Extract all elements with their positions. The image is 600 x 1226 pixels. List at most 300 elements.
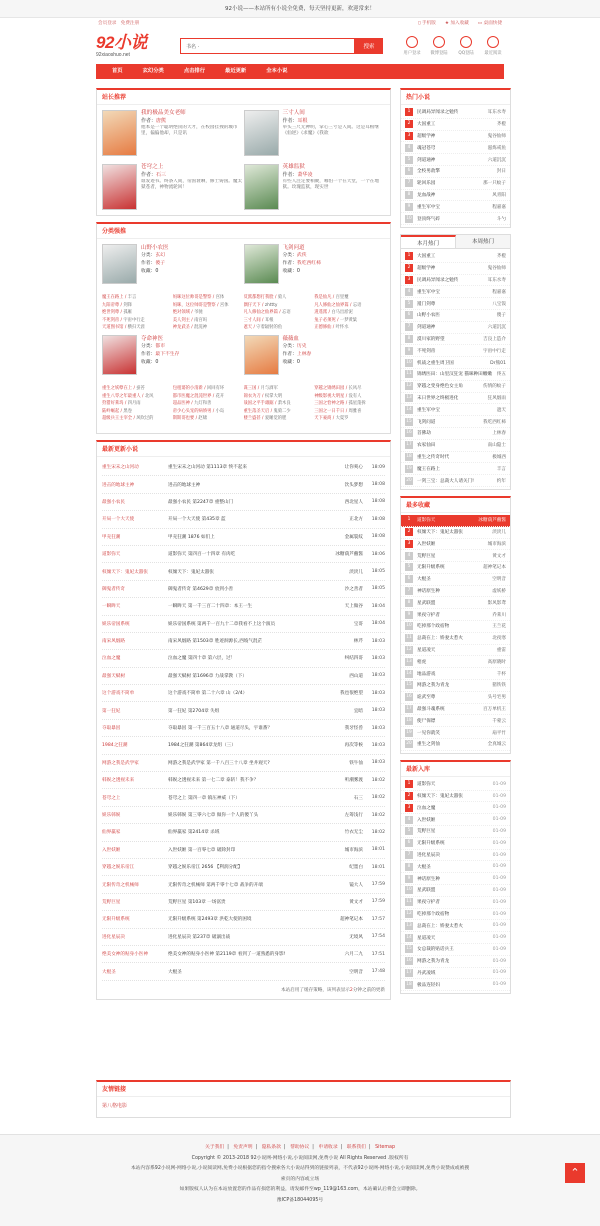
rank-row[interactable]: [401, 850, 510, 862]
rank-row[interactable]: [401, 298, 510, 310]
update-book-link[interactable]: 甲壳狂潮: [102, 534, 121, 540]
category-link[interactable]: 美人剑主 / 南宫吗: [172, 317, 208, 323]
category-link[interactable]: 重生之妖孽在上 / 蚕苔: [102, 385, 145, 391]
rank-book-title[interactable]: 遁门剑尊: [417, 301, 436, 307]
rank-book-title[interactable]: 星武联盟: [417, 600, 436, 606]
rank-row[interactable]: [401, 142, 510, 154]
rank-book-title[interactable]: 大国重工: [417, 122, 436, 128]
search-input[interactable]: 书名 ·: [180, 38, 355, 54]
rank-row[interactable]: [401, 885, 510, 897]
rank-book-title[interactable]: 神话原生种: [417, 876, 440, 882]
rank-number: 9: [405, 203, 413, 211]
update-chapter-link[interactable]: 娱乐韩娱 第三零六七章 做你一个人的傻丫头: [168, 813, 259, 818]
update-chapter-link[interactable]: 开局一个大天使 第435章 蓝: [168, 517, 226, 523]
rank-row[interactable]: [401, 178, 510, 190]
update-chapter-link[interactable]: 这个游戏不简单 第二十六章 山（2/4）: [168, 691, 248, 697]
recommend-item[interactable]: 苍穹之上 作者：石三 谁发迹书。终条人间，帝国衰聊，修士铸国。魔太狱苍者，神物流轮回！: [102, 164, 244, 216]
rank-row[interactable]: [401, 515, 510, 527]
update-book-link[interactable]: 苍穹之上: [102, 795, 121, 801]
category-panel: [96, 222, 391, 434]
rank-book-title[interactable]: 首佛劫: [417, 431, 431, 437]
tab-month[interactable]: 本月热门: [401, 235, 456, 248]
update-chapter-link[interactable]: 最强天赋树 第1696章 力战掌教（下）: [168, 673, 247, 679]
book-cover[interactable]: [244, 164, 279, 210]
rank-book-title[interactable]: 权倾天下：鬼妃太嚣张: [417, 794, 463, 800]
rank-row[interactable]: [401, 310, 510, 322]
rank-row[interactable]: [401, 369, 510, 381]
rank-book-title[interactable]: 民调局异闻录之勉传: [417, 277, 459, 283]
rank-number: 11: [406, 371, 412, 377]
rank-row[interactable]: [401, 463, 510, 475]
update-chapter-link[interactable]: 苍穹之上 第四一章 镇压神威（下）: [168, 795, 240, 801]
category-link[interactable]: 绝世剑尊 / 孤雁: [102, 310, 132, 316]
rank-book-title[interactable]: 丹武凌域: [417, 970, 436, 976]
update-book-link[interactable]: 第一狂妃: [102, 708, 121, 714]
category-link[interactable]: 战国之平手雄踞 / 萧木良: [243, 401, 291, 407]
rank-row[interactable]: [401, 609, 510, 621]
rank-book-title[interactable]: 大棍圣: [417, 577, 431, 583]
rank-book-title[interactable]: 全校男敌擎: [417, 169, 440, 175]
category-link[interactable]: 锦衣为刀 / 权掌大明: [243, 393, 283, 399]
footer-link[interactable]: 申请收录: [318, 1145, 338, 1150]
rank-book-title[interactable]: 吃掉那个政宿物: [417, 912, 450, 917]
rank-book-title[interactable]: 梧虎: [417, 659, 427, 665]
rank-row[interactable]: [401, 251, 510, 263]
rank-book-title[interactable]: 魔王在路上: [417, 466, 440, 472]
rank-row[interactable]: [401, 715, 510, 727]
rank-row[interactable]: [401, 873, 510, 885]
rank-row[interactable]: [401, 814, 510, 826]
back-to-top-button[interactable]: [565, 1163, 585, 1183]
category-link[interactable]: 凡人修仙之仙界篇 / 忘语: [314, 302, 362, 308]
rank-row[interactable]: [401, 826, 510, 838]
rank-book-title[interactable]: 一剑三宝：总裁大人请关门!: [417, 478, 474, 484]
rank-book-title[interactable]: 果夜守护者: [417, 612, 440, 618]
rank-row[interactable]: [401, 213, 510, 225]
footer-link[interactable]: 帮助协议: [290, 1145, 310, 1150]
rank-book-title[interactable]: 荒野巨星: [417, 829, 436, 835]
rank-book-title[interactable]: 无限升级系统: [417, 565, 445, 571]
rank-book-title[interactable]: 星道凌天: [417, 648, 436, 654]
category-link[interactable]: 楼兰盛甚 / 爱睡觉的肥: [243, 416, 287, 422]
rank-row[interactable]: [401, 345, 510, 357]
update-chapter-link[interactable]: 南宋风烟路 第1503章 胜迹洞源长,西坡气混茫: [168, 639, 263, 645]
category-link[interactable]: 斯斯哥也要 / 赵啸: [172, 416, 208, 422]
rank-book-title[interactable]: 重生军中宝: [417, 289, 440, 295]
update-chapter-link[interactable]: 娱乐帝国系统 第两千一百九十二章我看不上这个演员: [168, 621, 276, 627]
rank-row[interactable]: [401, 357, 510, 369]
rank-row[interactable]: [401, 633, 510, 645]
rank-book-title[interactable]: 剑道通神: [417, 325, 436, 331]
rank-row[interactable]: [401, 739, 510, 751]
book-cover[interactable]: [244, 335, 279, 375]
rank-row[interactable]: [401, 968, 510, 980]
rank-book-title[interactable]: 泣血之魔: [417, 805, 436, 811]
book-cover[interactable]: [102, 335, 137, 375]
rank-book-title[interactable]: 入世妖姬: [417, 817, 436, 823]
update-time: 18:08: [371, 534, 385, 540]
update-chapter-link[interactable]: 入世妖姬 第一百零七章 破除封印: [168, 847, 236, 853]
category-link[interactable]: 都市医魔之混沌世界 / 花开: [172, 393, 225, 399]
rank-book-title[interactable]: 道影弥天: [417, 782, 436, 788]
rank-book-title[interactable]: 权倾天下：鬼妃太嚣张: [417, 530, 463, 536]
rank-book-title[interactable]: 果夜守护者: [417, 900, 440, 906]
rank-row[interactable]: [401, 562, 510, 574]
update-book-link[interactable]: 1984之狂潮: [102, 743, 128, 749]
rank-book-title[interactable]: 道影弥天: [417, 518, 436, 524]
desktop-shortcut-link[interactable]: ▭ 桌面快捷: [477, 21, 502, 26]
update-book-link[interactable]: 这个游戏不简单: [102, 691, 135, 697]
rank-book-title[interactable]: 农家仙田: [417, 443, 436, 449]
rank-row[interactable]: [401, 944, 510, 956]
category-link[interactable]: 妈咪，这位帅哥是警察 / 宫体: [172, 302, 229, 308]
update-book-link[interactable]: 网游之我是武学家: [102, 760, 139, 766]
update-chapter-link[interactable]: 重生宋末之山河动 第1113章 怏不起来: [168, 465, 247, 471]
update-book-link[interactable]: 入世妖姬: [102, 847, 121, 853]
update-chapter-link[interactable]: 大棍圣: [168, 969, 182, 975]
update-book-link[interactable]: 无限传奇之机械师: [102, 882, 139, 888]
book-title[interactable]: 夺命神医: [141, 335, 164, 342]
rank-row[interactable]: [401, 416, 510, 428]
rank-book-title[interactable]: 诡武至尊: [417, 695, 436, 701]
book-cover[interactable]: [102, 164, 137, 210]
update-chapter-link[interactable]: 道影弥天 第四百一十四章 有肉吃: [168, 552, 236, 558]
rank-book-title[interactable]: 网游之我为青龙: [417, 683, 450, 689]
category-link[interactable]: 魔王在路上 / 丰言: [102, 295, 137, 300]
rank-row[interactable]: [401, 475, 510, 487]
rank-row[interactable]: [401, 428, 510, 440]
category-link[interactable]: 重生八零之年最重人 / 北风: [102, 393, 154, 399]
rank-row[interactable]: [401, 791, 510, 803]
category-link[interactable]: 天道图书馆 / 横扫天涯: [102, 325, 145, 331]
rank-book-title[interactable]: 神话原生种: [417, 589, 440, 595]
category-link[interactable]: 超级兵王主宰全 / 风吹过的: [102, 416, 154, 422]
rank-row[interactable]: [401, 956, 510, 968]
update-chapter-link[interactable]: 无限传奇之机械师 第两千零十七章 战争的开端: [168, 882, 263, 888]
rank-row[interactable]: [401, 802, 510, 814]
update-author: 超神笔记本: [340, 917, 363, 923]
rank-book-title[interactable]: 使尸保镖: [417, 718, 436, 724]
rank-row[interactable]: [401, 527, 510, 539]
category-link[interactable]: 遮天 / 守着辐射的鱼: [243, 325, 283, 331]
category-link[interactable]: 不死剑帝 / 宇宙中行走: [102, 317, 145, 323]
category-link[interactable]: 逍遥派 / 白马出淤泥: [314, 310, 353, 316]
update-chapter-link[interactable]: 仙界赢家 第2414章 杀域: [168, 830, 220, 836]
category-link[interactable]: 正德修仙 / 叶怀水: [314, 325, 349, 331]
sidebar: [400, 88, 511, 1000]
update-chapter-link[interactable]: 绝美女神的贴身小医神 第2119章 看到了一道熟悉的身影!: [168, 952, 286, 958]
category-link[interactable]: 凡人修仙之仙界篇 / 忘语: [243, 310, 291, 316]
rank-row[interactable]: [401, 381, 510, 393]
update-book-link[interactable]: 权倾天下：鬼妃太嚣张: [102, 569, 148, 575]
rank-row[interactable]: [401, 286, 510, 298]
category-link[interactable]: 天下豪商 / 大夏罗: [314, 416, 349, 422]
rank-meta: 耳东水寿: [487, 277, 506, 283]
rank-book-title[interactable]: 飞剑问道: [417, 419, 436, 425]
update-author: 我也很绝望: [340, 691, 363, 697]
rank-row[interactable]: [401, 574, 510, 586]
rank-book-title[interactable]: 总裁在上：娇妻太惹火: [417, 923, 463, 929]
rank-book-title[interactable]: 民调局异闻录之勉传: [417, 110, 459, 116]
rank-book-title[interactable]: 剑道通神: [417, 157, 436, 163]
update-chapter-link[interactable]: 第一狂妃 第2704章 失组: [168, 708, 220, 714]
rank-row[interactable]: [401, 932, 510, 944]
rank-row[interactable]: [401, 597, 510, 609]
rank-row[interactable]: [401, 909, 510, 921]
category-link[interactable]: 帝少心头宠的病娇男 / 小岛: [172, 408, 225, 414]
footer-link[interactable]: Sitemap: [375, 1145, 396, 1150]
category-link[interactable]: 九阳帝尊 / 剑锋: [102, 302, 132, 308]
category-link[interactable]: 陆岭崛起 / 黑卷: [102, 408, 132, 414]
update-row: [102, 720, 385, 737]
rank-book-title[interactable]: 魂冠苍穹: [417, 145, 436, 151]
update-chapter-link[interactable]: 权倾天下：鬼妃太嚣张: [168, 569, 214, 575]
rank-row[interactable]: [401, 404, 510, 416]
rank-book-title[interactable]: 重生军中宝: [417, 407, 440, 413]
rank-row[interactable]: [401, 550, 510, 562]
update-chapter-link[interactable]: 最强小农民 第2247章 重整山门: [168, 499, 234, 505]
rank-row[interactable]: [401, 539, 510, 551]
qq-login-button[interactable]: QQ登陆: [455, 36, 477, 56]
rank-row[interactable]: [401, 154, 510, 166]
rank-book-title[interactable]: 地品游戏: [417, 671, 436, 677]
rank-book-title[interactable]: 总裁在上：娇妻太惹火: [417, 636, 463, 642]
update-book-link[interactable]: 开局一个大天使: [102, 517, 135, 523]
friend-link[interactable]: 第八格电影: [102, 1103, 128, 1109]
update-book-link[interactable]: 道影弥天: [102, 552, 121, 558]
rank-book-title[interactable]: 漠川家的野望: [417, 336, 445, 342]
rank-row[interactable]: [401, 861, 510, 873]
rank-number: 5: [405, 300, 413, 308]
nav-home[interactable]: 首页: [112, 68, 123, 74]
update-chapter-link[interactable]: 韩娱之透视未来 第一七二章 泰斩！我不争？: [168, 778, 259, 784]
rank-book-title[interactable]: 登顶终气碎: [417, 216, 440, 222]
rank-book-title[interactable]: 山野小农医: [417, 313, 440, 319]
rank-row[interactable]: [401, 621, 510, 633]
footer-link[interactable]: 关于我们: [204, 1145, 225, 1150]
nav-category[interactable]: 玄幻分类: [142, 68, 164, 74]
user-login-button[interactable]: 用户登录: [401, 36, 423, 56]
category-link[interactable]: 谋三国 / 月与酒军: [243, 385, 278, 391]
update-chapter-link[interactable]: 1984之狂潮 第864章龙组（三）: [168, 743, 236, 749]
footer-link[interactable]: 联系我们: [346, 1145, 366, 1150]
update-chapter-link[interactable]: 网游之我是武学家 第一千八百三十八章 坐井观天?: [168, 760, 270, 766]
update-book-link[interactable]: 南宋风烟路: [102, 639, 125, 645]
book-title[interactable]: 我的极品美女老师: [141, 110, 186, 116]
book-title[interactable]: 薇薇血: [282, 335, 300, 342]
rank-book-title[interactable]: 大国重工: [417, 254, 436, 260]
rank-book-title[interactable]: 轮回乐园: [417, 181, 436, 187]
site-logo[interactable]: [96, 32, 176, 58]
register-link[interactable]: 免费注册: [120, 21, 140, 26]
rank-row[interactable]: [401, 334, 510, 346]
book-title[interactable]: 三寸人间: [282, 110, 305, 116]
recommend-item[interactable]: 英雄监狱 作者：萧华凌 有些人注定要相聚，哪怕一个在天堂，一个在地狱。玫瑰监狱，现实世: [244, 164, 386, 216]
book-title[interactable]: 英雄监狱: [282, 164, 305, 170]
category-link[interactable]: 超品医神 / 九灯和善: [172, 401, 212, 407]
rank-book-title[interactable]: 重生之传奇时代: [417, 454, 450, 460]
rank-row[interactable]: [401, 979, 510, 991]
category-link[interactable]: 偶仔天下 / zhttty: [243, 302, 278, 308]
category-link[interactable]: 神级影视大明星 / 没有人: [314, 393, 362, 399]
update-book-link[interactable]: 进化星辰决: [102, 934, 125, 940]
rank-row[interactable]: [401, 166, 510, 178]
category-link[interactable]: 反派都想打我脸 / 骑人: [243, 295, 287, 300]
rank-row[interactable]: [401, 201, 510, 213]
rank-meta: 全真城云: [487, 742, 506, 748]
rank-book-title[interactable]: 龙血战神: [417, 192, 436, 198]
rank-book-title[interactable]: 星武联盟: [417, 888, 436, 894]
footer-link[interactable]: 免责声明: [233, 1145, 253, 1150]
rank-meta: 重雷: [496, 648, 506, 654]
update-book-link[interactable]: 仙界赢家: [102, 830, 121, 836]
rank-book-title[interactable]: 机战之重生周卫国: [417, 360, 454, 366]
update-book-link[interactable]: 最强天赋树: [102, 673, 125, 679]
rank-row[interactable]: [401, 263, 510, 275]
nav-complete[interactable]: 全本小说: [266, 68, 288, 74]
update-chapter-link[interactable]: 无限升级系统 第2493章 洪乾大使的困境: [168, 917, 252, 923]
update-book-link[interactable]: 夺取暴因: [102, 726, 121, 732]
book-cover[interactable]: [244, 110, 279, 156]
rank-book-title[interactable]: 入世妖姬: [417, 541, 436, 547]
rank-book-title[interactable]: 吃掉那个政宿物: [417, 624, 450, 630]
update-chapter-link[interactable]: 夺取暴因 第一千三百五十八章 通道尽头，宇谁番？: [168, 726, 272, 732]
rank-row[interactable]: [401, 190, 510, 202]
book-cover[interactable]: [244, 244, 279, 284]
rank-row[interactable]: [401, 275, 510, 287]
nav-rank[interactable]: 点击排行: [183, 68, 206, 74]
rank-number: 15: [406, 418, 412, 424]
update-book-link[interactable]: 进击的地球主神: [102, 482, 135, 488]
rank-book-title[interactable]: 女总裁的贴话兵王: [417, 947, 454, 953]
update-book-link[interactable]: 娱乐帝国系统: [102, 621, 130, 627]
category-link[interactable]: 三寸人间 / 耳根: [243, 317, 274, 323]
rank-row[interactable]: [401, 440, 510, 452]
book-cover[interactable]: [102, 110, 137, 156]
update-chapter-link[interactable]: 进化星辰决 第237章 破溺出战: [168, 934, 231, 940]
recommend-item[interactable]: 我的极品美女老师 作者：唐熊 他本是一个聪明绝顶的天才，在校园挂拽的城市里，偏偏他却，只是讯: [102, 110, 244, 162]
rank-book-title[interactable]: 荒野巨星: [417, 553, 436, 559]
update-chapter-link[interactable]: 一瞬眸天 第一千三百二十四章：本王一生: [168, 604, 253, 610]
rank-row[interactable]: [401, 107, 510, 119]
category-link[interactable]: 穿越之锦绣田园 / 长风尽: [314, 385, 362, 391]
category-link[interactable]: 我是仙凡 / 百里璽: [314, 295, 349, 300]
update-book-link[interactable]: 一瞬眸天: [102, 604, 121, 610]
rank-row[interactable]: [401, 131, 510, 143]
rank-row[interactable]: [401, 322, 510, 334]
rank-book-title[interactable]: 不死剑帝: [417, 348, 436, 354]
nav-recent[interactable]: 最近更新: [225, 68, 247, 74]
update-book-link[interactable]: 娱乐韩娱: [102, 813, 121, 818]
mobile-link[interactable]: ▯ 手机版: [418, 21, 436, 26]
book-title[interactable]: 苍穹之上: [141, 164, 164, 170]
recommend-item[interactable]: 三寸人间 作者：耳根 举头三尺无神明，掌心三寸是人间。这是耳根继《仙逆》《求魔》《我欲: [244, 110, 386, 162]
category-link[interactable]: 三国之恰神之路 / 孤星蓬拆: [314, 401, 366, 407]
rank-book-title[interactable]: 星道凌天: [417, 935, 436, 941]
rank-book-title[interactable]: 最强斗魂系统: [417, 707, 445, 713]
category-link[interactable]: 三国之一日千日 / 周雅喜: [314, 408, 362, 414]
rank-row[interactable]: [401, 779, 510, 791]
update-book-link[interactable]: 无限升级系统: [102, 917, 130, 923]
rank-book-title[interactable]: 无限升级系统: [417, 841, 445, 847]
rank-book-title[interactable]: 超级学神: [417, 266, 436, 272]
rank-row[interactable]: [401, 656, 510, 668]
update-book-link[interactable]: 穿越之娱乐帝江: [102, 865, 135, 871]
add-favorite-link[interactable]: ★ 加入收藏: [444, 21, 469, 26]
update-book-link[interactable]: 最强小农民: [102, 499, 125, 505]
rank-row[interactable]: [401, 897, 510, 909]
category-link[interactable]: 包租婆的小清新 / 回回有坏: [172, 385, 225, 391]
category-link[interactable]: 神龙武圣 / 混沌神: [172, 325, 208, 331]
book-cover[interactable]: [102, 244, 137, 284]
category-link[interactable]: 兔子必须死 / 一梦黄粱: [314, 317, 358, 323]
recent-read-button[interactable]: 最近阅读: [482, 36, 504, 56]
update-book-link[interactable]: 大棍圣: [102, 969, 116, 975]
weibo-login-button[interactable]: 微博登陆: [428, 36, 450, 56]
rank-row[interactable]: [401, 704, 510, 716]
category-link[interactable]: 绝对领域 / 爷驰: [172, 310, 203, 316]
rank-book-title[interactable]: 超级学神: [417, 133, 436, 139]
rank-book-title[interactable]: 网游之我为青龙: [417, 959, 450, 965]
update-book-link[interactable]: 绝美女神的贴身小医神: [102, 952, 148, 958]
footer-link[interactable]: 隐私条款: [261, 1145, 281, 1150]
update-book-link[interactable]: 韩娱之透视未来: [102, 778, 135, 784]
rank-book-title[interactable]: 锦绣医田：山里汉狂宠 猫咪种田嫩嫩: [417, 372, 492, 378]
search-button[interactable]: 搜索: [355, 38, 383, 54]
rank-book-title[interactable]: 重生军中宝: [417, 204, 440, 210]
rank-row[interactable]: [401, 727, 510, 739]
rank-book-title[interactable]: 一见你就笑: [417, 730, 440, 736]
rank-book-title[interactable]: 大棍圣: [417, 864, 431, 870]
rank-row[interactable]: [401, 680, 510, 692]
update-chapter-link[interactable]: 甲壳狂潮 1876 如们上: [168, 534, 215, 540]
update-book-link[interactable]: 泣血之魔: [102, 656, 121, 662]
category-link[interactable]: 妈咪这位帅哥是警察 / 宫体: [172, 295, 225, 300]
update-chapter-link[interactable]: 荒野巨星 第103章 一场富贵: [168, 899, 226, 905]
rank-book-title[interactable]: 进化星辰决: [417, 853, 440, 859]
login-link[interactable]: 会员登录: [98, 21, 117, 26]
rank-number: 12: [406, 383, 412, 389]
update-book-link[interactable]: 重生宋末之山河动: [102, 465, 139, 471]
update-book-link[interactable]: 荒野巨星: [102, 899, 121, 905]
rank-row[interactable]: [401, 586, 510, 598]
rank-row[interactable]: [401, 393, 510, 405]
category-link[interactable]: 重生落圣天启 / 鬼骑二少: [243, 408, 291, 414]
rank-row[interactable]: [401, 838, 510, 850]
rank-row[interactable]: [401, 668, 510, 680]
rank-book-title[interactable]: 极品连轻妇: [417, 982, 440, 988]
book-title[interactable]: 飞剑问道: [282, 245, 305, 251]
category-link[interactable]: 狩猎好莱坞 / 四月雨: [102, 401, 141, 407]
update-chapter-link[interactable]: 御鬼者传奇 第4629章 放到小善: [168, 586, 234, 592]
update-chapter-link[interactable]: 泣血之魔 第四十章 第六层，过！: [168, 656, 236, 662]
rank-meta: 01-09: [492, 911, 506, 917]
rank-book-title[interactable]: 重生之剑仙: [417, 742, 440, 748]
category-block: 夺命神医 分类：都市 作者：最下不生存 收藏：0 重生之妖孽在上 / 蚕苔 包租婆的小清新 / 回回有坏 重生八零之年最重人 / 北风 都市医魔之混沌世界 / 花开 狩猎好莱坞 / 四月雨 超品医神 / 九灯和善 陆岭崛起 / 黑卷 帝少心头宠的病娇男 / 小岛 超级兵王主宰全 / 风吹过的 斯斯哥也要 / 赵啸: [102, 335, 244, 423]
rank-row[interactable]: [401, 692, 510, 704]
book-title[interactable]: 山野小农医: [141, 245, 169, 251]
rank-book-title[interactable]: 穿越之变身绝色女主角: [417, 384, 463, 390]
update-chapter-link[interactable]: 进击的地球主神: [168, 482, 201, 488]
rank-row[interactable]: [401, 452, 510, 464]
tab-week[interactable]: 本周热门: [456, 235, 510, 248]
rank-row[interactable]: [401, 119, 510, 131]
rank-row[interactable]: [401, 645, 510, 657]
rank-row[interactable]: [401, 920, 510, 932]
rank-book-title[interactable]: 末日世界之终极进化: [417, 395, 459, 401]
update-book-link[interactable]: 御鬼者传奇: [102, 586, 125, 592]
update-chapter-link[interactable]: 穿越之娱乐帝江 2656 【利润分配】: [168, 865, 243, 871]
